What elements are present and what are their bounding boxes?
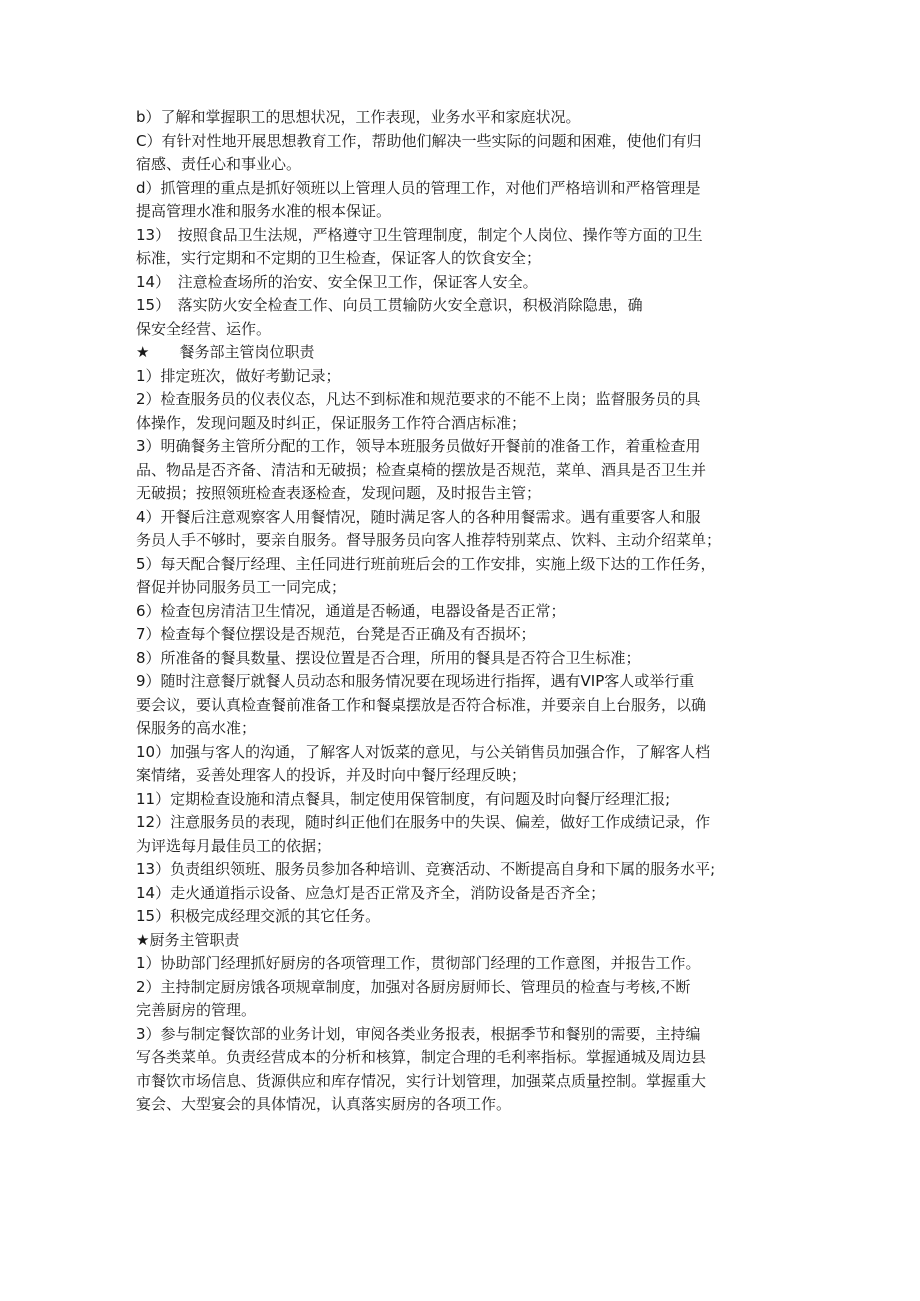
text-line: 务员人手不够时，要亲自服务。督导服务员向客人推荐特别菜点、饮料、主动介绍菜单； xyxy=(136,531,722,549)
text-line: 1）协助部门经理抓好厨房的各项管理工作，贯彻部门经理的工作意图，并报告工作。 xyxy=(136,954,701,972)
text-line: 15） 落实防火安全检查工作、向员工贯输防火安全意识，积极消除隐患，确 xyxy=(136,296,643,314)
text-line: 11）定期检查设施和清点餐具，制定使用保管制度，有问题及时向餐厅经理汇报; xyxy=(136,789,671,808)
text-line: 8）所准备的餐具数量、摆设位置是否合理，所用的餐具是否符合卫生标准； xyxy=(136,648,641,667)
text-line: 无破损；按照领班检查表逐检查，发现问题，及时报告主管； xyxy=(136,484,542,502)
text-line: 10）加强与客人的沟通，了解客人对饭菜的意见，与公关销售员加强合作，了解客人档 xyxy=(136,742,711,761)
text-line: 6）检查包房清洁卫生情况，通道是否畅通，电器设备是否正常； xyxy=(136,601,566,620)
text-line: 品、物品是否齐备、清洁和无破损；检查桌椅的摆放是否规范，菜单、酒具是否卫生并 xyxy=(136,460,707,479)
section-heading: ★ 餐务部主管岗位职责 xyxy=(136,343,315,361)
text-line: 为评选每月最佳员工的依据； xyxy=(136,836,332,855)
text-line: 案情绪，妥善处理客人的投诉，并及时向中餐厅经理反映； xyxy=(136,766,527,784)
text-line: 12）注意服务员的表现，随时纠正他们在服务中的失误、偏差，做好工作成绩记录，作 xyxy=(136,813,711,831)
text-line: 2）检查服务员的仪表仪态，凡达不到标准和规范要求的不能不上岗；监督服务员的具 xyxy=(136,390,701,408)
text-line: 1）排定班次，做好考勤记录； xyxy=(136,366,341,385)
text-line: 宴会、大型宴会的具体情况，认真落实厨房的各项工作。 xyxy=(136,1095,512,1113)
text-line: 宿感、责任心和事业心。 xyxy=(136,155,302,173)
text-line: 7）检查每个餐位摆设是否规范，台凳是否正确及有否损坏； xyxy=(136,625,536,643)
document-page xyxy=(136,106,796,1117)
text-line: 要会议，要认真检查餐前准备工作和餐桌摆放是否符合标准，并要亲自上台服务，以确 xyxy=(136,695,707,714)
text-line: d）抓管理的重点是抓好领班以上管理人员的管理工作，对他们严格培训和严格管理是 xyxy=(136,178,701,197)
section-heading: ★厨务主管职责 xyxy=(136,930,240,949)
text-line: 市餐饮市场信息、货源供应和库存情况，实行计划管理，加强菜点质量控制。掌握重大 xyxy=(136,1071,707,1090)
text-line: 13）负责组织领班、服务员参加各种培训、竞赛活动、不断提高自身和下属的服务水平; xyxy=(136,860,716,878)
text-line: 15）积极完成经理交派的其它任务。 xyxy=(136,907,381,925)
text-line: 4）开餐后注意观察客人用餐情况，随时满足客人的各种用餐需求。遇有重要客人和服 xyxy=(136,507,701,526)
text-line: 完善厨房的管理。 xyxy=(136,1001,257,1019)
text-line: 督促并协同服务员工一同完成； xyxy=(136,578,347,596)
text-line: 14）走火通道指示设备、应急灯是否正常及齐全，消防设备是否齐全； xyxy=(136,883,606,902)
text-line: 3）明确餐务主管所分配的工作，领导本班服务员做好开餐前的准备工作，着重检查用 xyxy=(136,437,701,455)
text-line: 9）随时注意餐厅就餐人员动态和服务情况要在现场进行指挥，遇有VIP客人或举行重 xyxy=(136,672,695,690)
text-line: C）有针对性地开展思想教育工作，帮助他们解决一些实际的问题和困难，使他们有归 xyxy=(136,131,702,150)
text-line: b）了解和掌握职工的思想状况，工作表现，业务水平和家庭状况。 xyxy=(136,108,581,126)
text-line: 13） 按照食品卫生法规，严格遵守卫生管理制度，制定个人岗位、操作等方面的卫生 xyxy=(136,225,703,244)
text-line: 保安全经营、运作。 xyxy=(136,319,272,338)
text-line: 2）主持制定厨房饿各项规章制度，加强对各厨房厨师长、管理员的检查与考核,不断 xyxy=(136,977,691,996)
text-line: 14） 注意检查场所的治安、安全保卫工作，保证客人安全。 xyxy=(136,272,538,291)
text-line: 3）参与制定餐饮部的业务计划，审阅各类业务报表，根据季节和餐别的需要，主持编 xyxy=(136,1024,701,1043)
text-line: 写各类菜单。负责经营成本的分析和核算，制定合理的毛利率指标。掌握通城及周边县 xyxy=(136,1048,707,1066)
text-line: 体操作，发现问题及时纠正，保证服务工作符合酒店标准； xyxy=(136,413,527,432)
text-line: 5）每天配合餐厅经理、主任同进行班前班后会的工作安排，实施上级下达的工作任务， xyxy=(136,554,716,573)
text-line: 提高管理水准和服务水准的根本保证。 xyxy=(136,202,392,220)
text-line: 保服务的高水准； xyxy=(136,719,257,737)
text-line: 标准，实行定期和不定期的卫生检查，保证客人的饮食安全； xyxy=(136,249,542,267)
